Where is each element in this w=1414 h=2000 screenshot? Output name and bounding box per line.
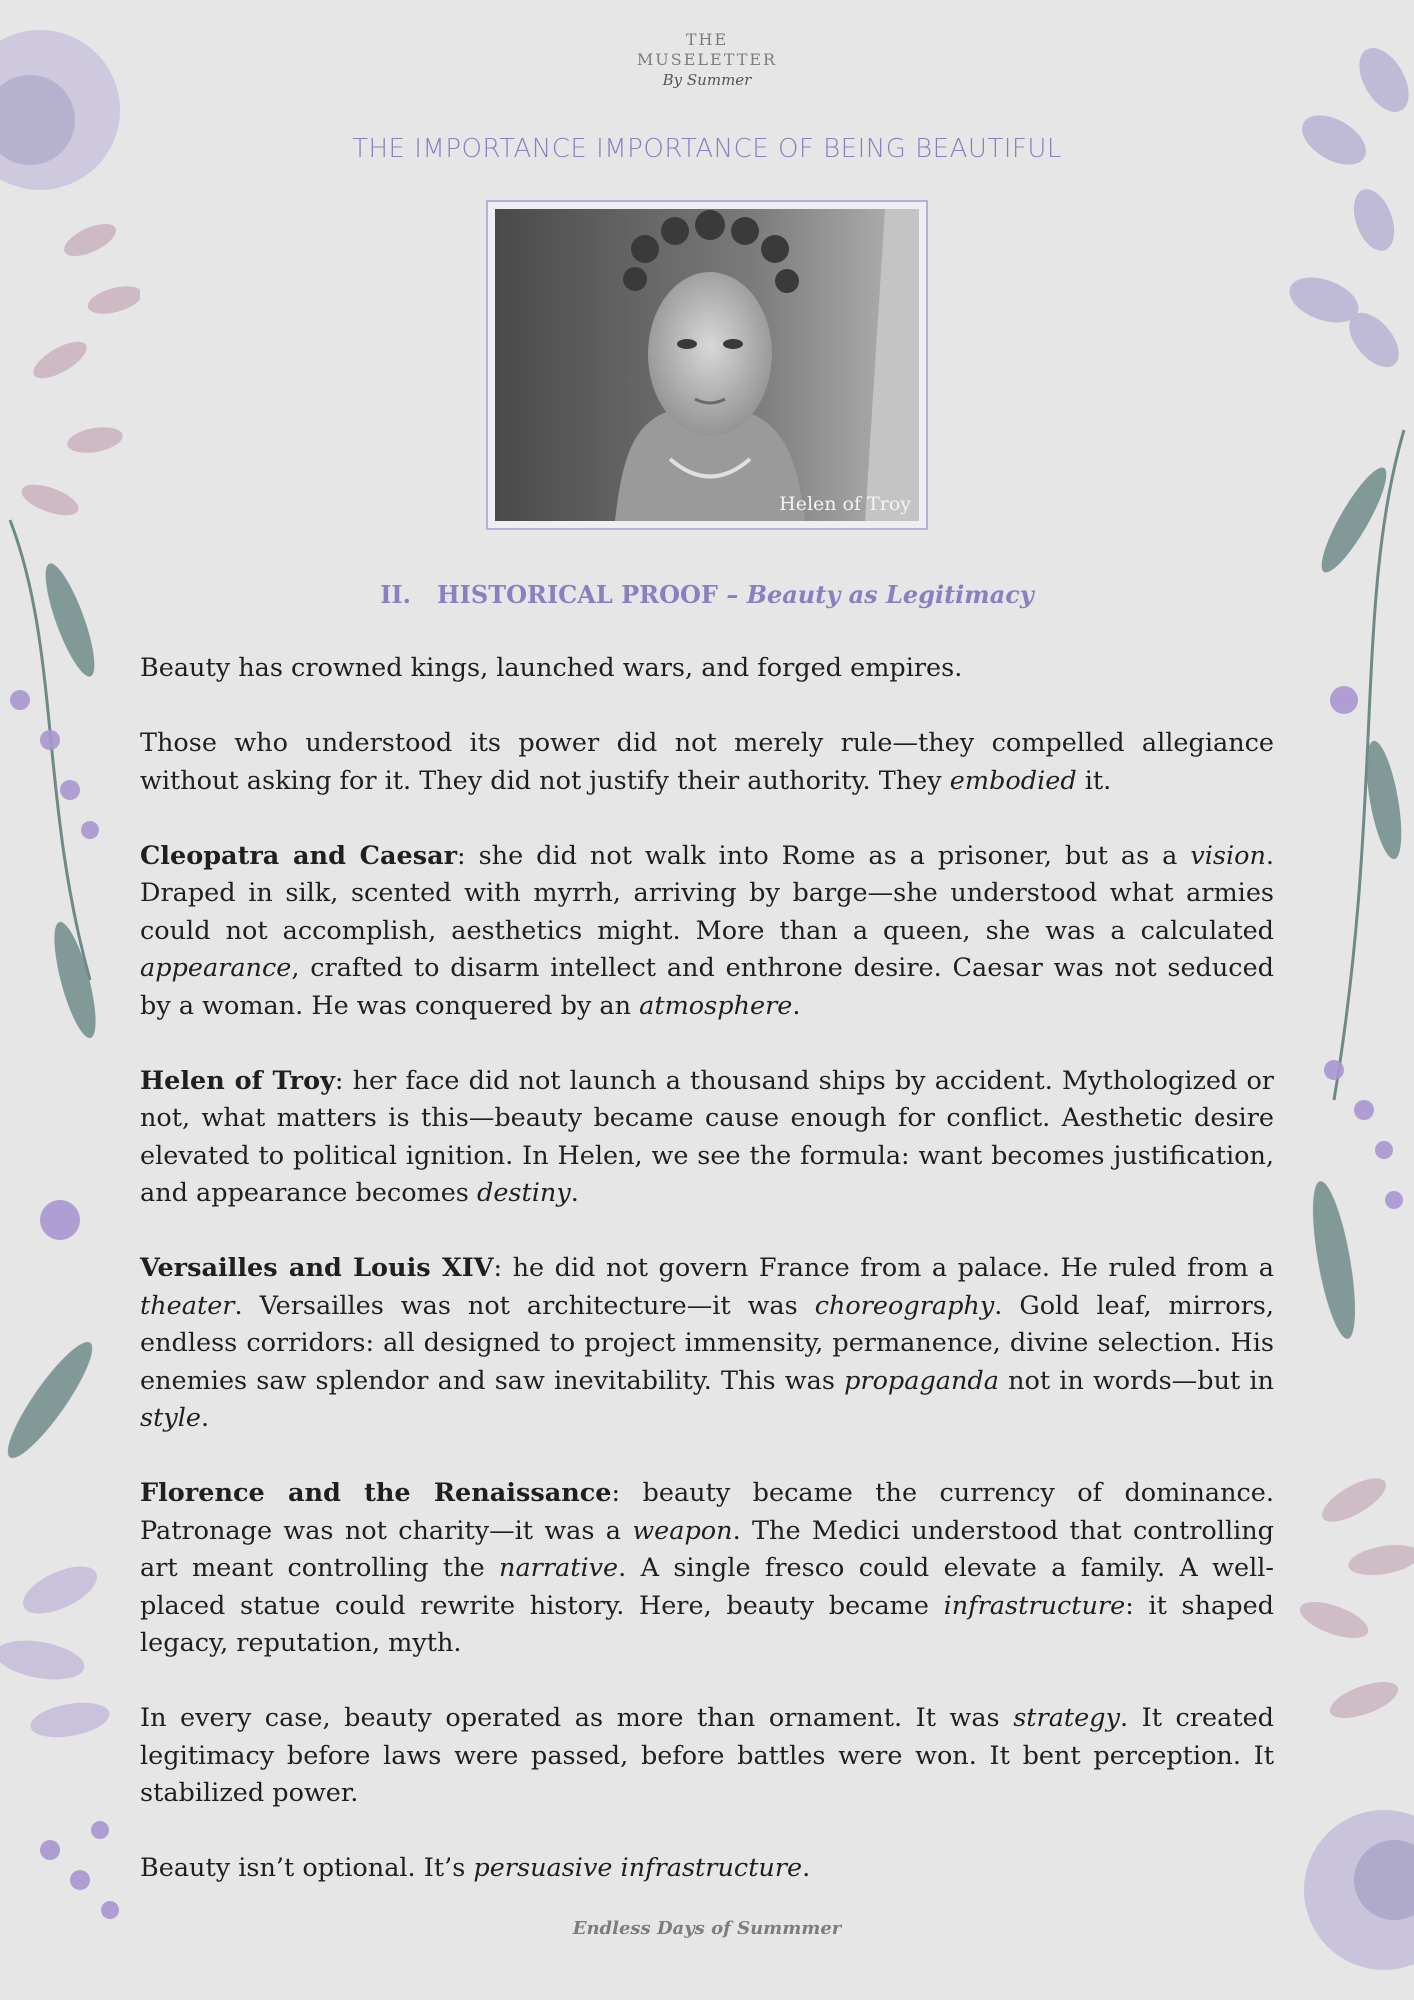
paragraph-text: . Draped in silk, scented with myrrh, arriving by barge—she understood what armies could not accomplish, aesthetics might. More than a queen, she was a calculated: [140, 840, 1275, 946]
section-subheading: Beauty as Legitimacy: [746, 580, 1034, 609]
masthead-byline: By Summer: [662, 71, 752, 89]
footer-signature: Endless Days of Summmer: [572, 1918, 842, 1939]
paragraph-text: : her face did not launch a thousand ships by accident. Mythologized or not, what matters is this—beauty became cause enough for conflict. Aesthetic desire elevated to political ignition. In Helen, we see the formula: want becomes justification, and appearance becomes: [140, 1065, 1274, 1208]
paragraph-every-case: [140, 1700, 1274, 1813]
paragraph-text: In every case, beauty operated as more than ornament. It was: [140, 1703, 1014, 1733]
emphasis: persuasive infrastructure: [473, 1853, 803, 1883]
paragraph-florence: [140, 1475, 1274, 1663]
section-heading-text: HISTORICAL PROOF: [437, 580, 718, 609]
paragraph-text: .: [570, 1178, 579, 1208]
paragraph-power: [140, 725, 1274, 800]
paragraph-text: Beauty isn’t optional. It’s: [140, 1853, 474, 1883]
photo-caption: Helen of Troy: [779, 493, 911, 515]
paragraph-cleopatra: [140, 838, 1274, 1026]
paragraph-text: : beauty became the currency of dominance. Patronage was not charity—it was a: [140, 1478, 1274, 1546]
page-title: THE IMPORTANCE IMPORTANCE OF BEING BEAUTIFUL: [352, 134, 1062, 164]
floral-border-left: [0, 0, 140, 2000]
portrait-photo: [495, 209, 919, 521]
paragraph-text: not in words—but in: [998, 1365, 1274, 1396]
masthead: [0, 30, 1414, 90]
paragraph-text: : she did not walk into Rome as a prisoner, but as a: [457, 840, 1191, 871]
paragraph-text: .: [201, 1403, 210, 1433]
paragraph-text: Beauty has crowned kings, launched wars, and forged empires.: [140, 653, 963, 683]
paragraph-versailles: [140, 1250, 1274, 1438]
emphasis: embodied: [949, 765, 1077, 796]
emphasis: weapon: [632, 1515, 733, 1546]
emphasis: propaganda: [844, 1365, 999, 1396]
section-separator: –: [717, 580, 747, 609]
masthead-line-1: THE: [685, 30, 729, 49]
paragraph-text: .: [792, 990, 801, 1021]
paragraph-text: . A single fresco could elevate a family. A well-placed statue could rewrite history. Here, beauty became: [140, 1553, 1275, 1621]
paragraph-conclusion: [140, 1850, 1274, 1888]
emphasis: destiny: [477, 1178, 571, 1208]
paragraph-helen: [140, 1063, 1274, 1213]
section-number: II.: [380, 580, 411, 609]
emphasis: strategy: [1013, 1703, 1120, 1733]
emphasis: infrastructure: [943, 1590, 1126, 1621]
emphasis: choreography: [814, 1290, 995, 1321]
paragraph-text: : it shaped legacy, reputation, myth.: [140, 1590, 1274, 1658]
paragraph-lead: Florence and the Renaissance: [140, 1478, 612, 1508]
emphasis: vision: [1190, 840, 1266, 871]
floral-border-right: [1274, 0, 1414, 2000]
paragraph-lead: Versailles and Louis XIV: [140, 1253, 494, 1283]
article-body: [140, 650, 1274, 1925]
paragraph-text: .: [802, 1853, 811, 1883]
masthead-line-2: MUSELETTER: [636, 50, 778, 69]
section-heading: [0, 580, 1414, 609]
paragraph-lead: Cleopatra and Caesar: [140, 840, 458, 871]
paragraph-text: . Versailles was not architecture—it was: [234, 1290, 815, 1321]
paragraph-text: : he did not govern France from a palace. He ruled from a: [493, 1253, 1275, 1283]
emphasis: atmosphere: [639, 990, 793, 1021]
paragraph-text: Those who understood its power did not merely rule—they compelled allegiance without asking for it. They did not justify their authority. They: [140, 728, 1274, 796]
paragraph-text: , crafted to disarm intellect and enthrone desire. Caesar was not seduced by a woman. He was conquered by an: [140, 953, 1274, 1021]
paragraph-text: it.: [1076, 765, 1112, 796]
photo-frame: [486, 200, 928, 530]
emphasis: style: [140, 1403, 201, 1433]
paragraph-text: . It created legitimacy before laws were passed, before battles were won. It bent perception. It stabilized power.: [140, 1703, 1274, 1808]
paragraph-text: . Gold leaf, mirrors, endless corridors: all designed to project immensity, permanence, divine selection. His enemies saw splendor and saw inevitability. This was: [140, 1290, 1274, 1396]
emphasis: theater: [140, 1290, 235, 1321]
paragraph-text: . The Medici understood that controlling art meant controlling the: [140, 1515, 1275, 1583]
paragraph-lead: Helen of Troy: [140, 1065, 335, 1096]
paragraph-intro: [140, 650, 1274, 688]
portrait-image: [495, 209, 919, 521]
emphasis: appearance: [140, 953, 292, 983]
emphasis: narrative: [499, 1553, 619, 1583]
